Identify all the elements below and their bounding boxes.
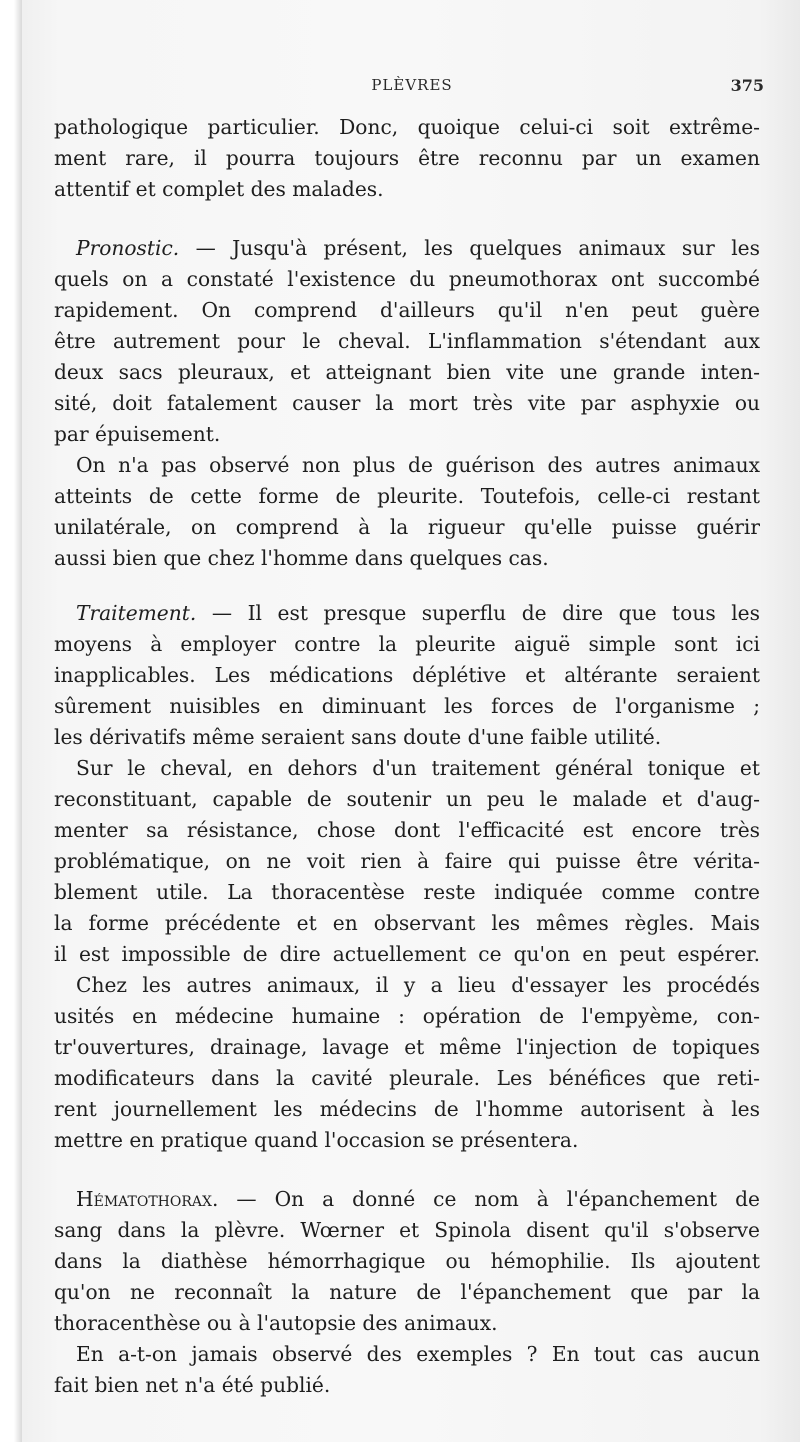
text-line <box>54 1184 760 1215</box>
text-line: la forme précédente et en observant les mêmes règles. Mais <box>54 911 760 935</box>
running-title: PLÈVRES <box>371 76 453 94</box>
paragraph <box>54 970 760 1156</box>
text-line: blement utile. La thoracentèse reste indiquée comme contre <box>54 880 760 904</box>
text-line: fait bien net n'a été publié. <box>54 1373 331 1397</box>
text-line: menter sa résistance, chose dont l'efficacité est encore très <box>54 818 760 842</box>
text-line: problématique, on ne voit rien à faire qui puisse être vérita- <box>54 849 760 873</box>
paragraph-continuation <box>54 112 760 205</box>
paragraph-traitement <box>54 598 760 753</box>
text-line: modificateurs dans la cavité pleurale. Les bénéfices que reti- <box>54 1066 760 1090</box>
paragraph <box>54 753 760 970</box>
text-line: quels on a constaté l'existence du pneumothorax ont succombé <box>54 267 760 291</box>
page-binding-edge <box>0 0 22 1442</box>
paragraph-hematothorax <box>54 1184 760 1339</box>
text-line: On n'a pas observé non plus de guérison des autres animaux <box>76 453 760 477</box>
text-line: En a-t-on jamais observé des exemples ? En tout cas aucun <box>76 1342 760 1366</box>
text-line: qu'on ne reconnaît la nature de l'épanchement que par la <box>54 1280 760 1304</box>
text-line: unilatérale, on comprend à la rigueur qu'elle puisse guérir <box>54 515 760 539</box>
text-line: par épuisement. <box>54 422 221 446</box>
text-line: les dérivatifs même seraient sans doute d'une faible utilité. <box>54 725 662 749</box>
text-line: sang dans la plèvre. Wœrner et Spinola disent qu'il s'observe <box>54 1218 760 1242</box>
text-line: moyens à employer contre la pleurite aiguë simple sont ici <box>54 632 760 656</box>
text-line-rest: — Jusqu'à présent, les quelques animaux sur les <box>179 236 760 260</box>
section-label-traitement: Traitement. <box>76 601 197 625</box>
text-line: atteints de cette forme de pleurite. Toutefois, celle-ci restant <box>54 484 760 508</box>
text-line: deux sacs pleuraux, et atteignant bien vite une grande inten- <box>54 360 760 384</box>
text-line: mettre en pratique quand l'occasion se présentera. <box>54 1128 579 1152</box>
body-text <box>54 112 760 1401</box>
text-line: sité, doit fatalement causer la mort très vite par asphyxie ou <box>54 391 760 415</box>
page-number: 375 <box>730 76 764 95</box>
text-line: rapidement. On comprend d'ailleurs qu'il n'en peut guère <box>54 298 760 322</box>
text-line: ment rare, il pourra toujours être reconnu par un examen <box>54 146 760 170</box>
text-line: tr'ouvertures, drainage, lavage et même l'injection de topiques <box>54 1035 760 1059</box>
text-line-rest: — Il est presque superflu de dire que tous les <box>196 601 760 625</box>
text-line: Chez les autres animaux, il y a lieu d'essayer les procédés <box>76 973 760 997</box>
page-header <box>60 76 764 104</box>
text-line: Sur le cheval, en dehors d'un traitement général tonique et <box>76 756 760 780</box>
text-line: attentif et complet des malades. <box>54 177 384 201</box>
text-line: usités en médecine humaine : opération de l'empyème, con- <box>54 1004 760 1028</box>
paragraph-pronostic <box>54 233 760 450</box>
section-label-pronostic: Pronostic. <box>76 236 180 260</box>
text-line: thoracenthèse ou à l'autopsie des animaux. <box>54 1311 498 1335</box>
paragraph <box>54 450 760 574</box>
text-line: inapplicables. Les médications déplétive et altérante seraient <box>54 663 760 687</box>
text-line: il est impossible de dire actuellement ce qu'on en peut espérer. <box>54 942 760 966</box>
paragraph <box>54 1339 760 1401</box>
text-line: dans la diathèse hémorrhagique ou hémophilie. Ils ajoutent <box>54 1249 760 1273</box>
text-line: sûrement nuisibles en diminuant les forces de l'organisme ; <box>54 694 760 718</box>
text-line: rent journellement les médecins de l'homme autorisent à les <box>54 1097 760 1121</box>
text-line: aussi bien que chez l'homme dans quelques cas. <box>54 546 549 570</box>
text-line: être autrement pour le cheval. L'inflammation s'étendant aux <box>54 329 760 353</box>
text-line <box>54 233 760 264</box>
section-label-hematothorax: Hématothorax. <box>76 1187 219 1211</box>
text-line-rest: — On a donné ce nom à l'épanchement de <box>218 1187 760 1211</box>
text-line: pathologique particulier. Donc, quoique celui-ci soit extrême- <box>54 115 760 139</box>
text-line: reconstituant, capable de soutenir un peu le malade et d'aug- <box>54 787 760 811</box>
text-line <box>54 598 760 629</box>
